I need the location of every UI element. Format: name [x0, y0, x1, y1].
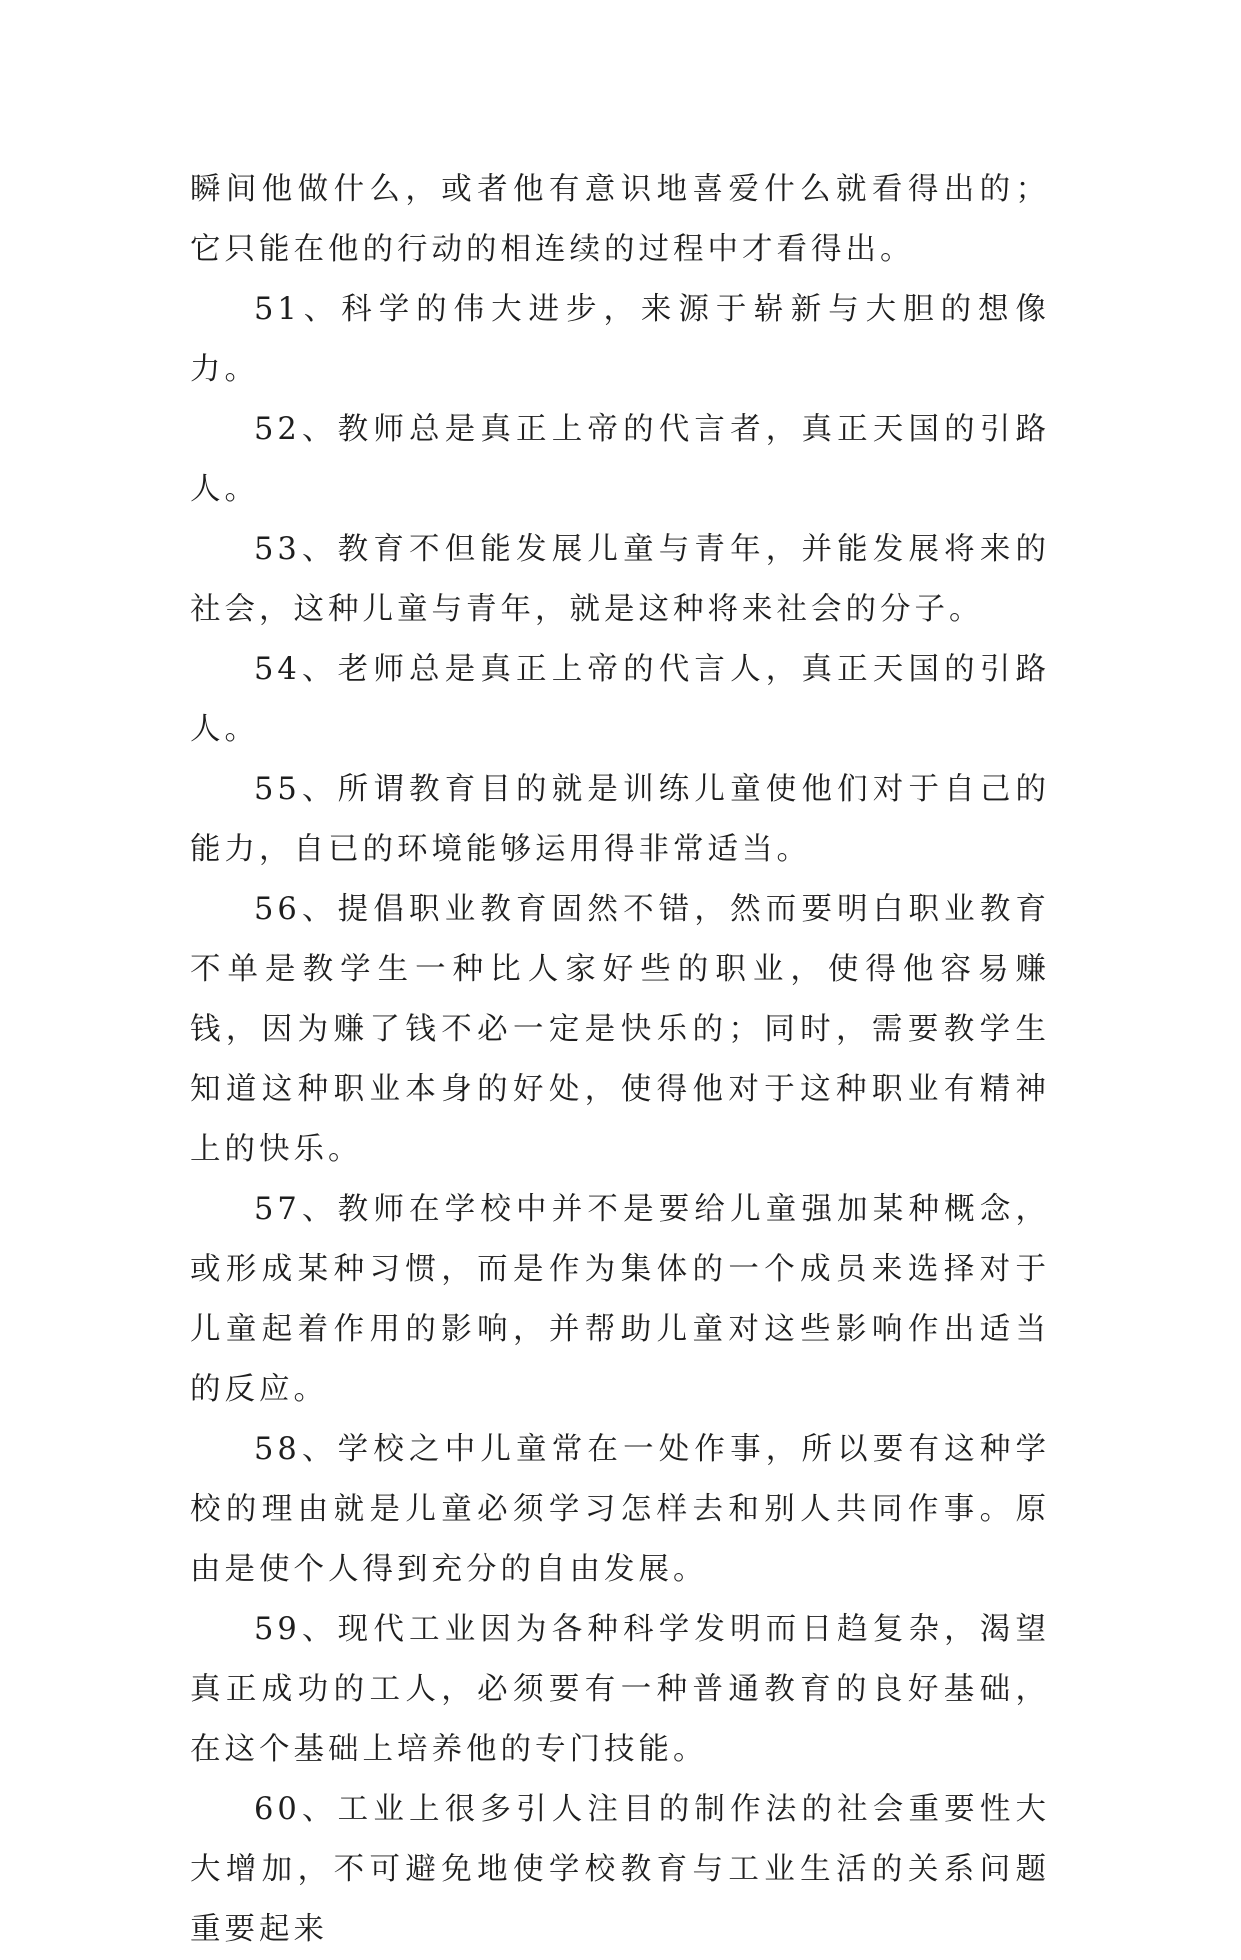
paragraph-57: 57、教师在学校中并不是要给儿童强加某种概念，或形成某种习惯，而是作为集体的一个成员来选择对于儿童起着作用的影响，并帮助儿童对这些影响作出适当的反应。 [190, 1192, 1050, 1407]
paragraph-55: 55、所谓教育目的就是训练儿童使他们对于自己的能力，自已的环境能够运用得非常适当。 [190, 772, 1050, 867]
paragraph-52: 52、教师总是真正上帝的代言者，真正天国的引路人。 [190, 412, 1050, 507]
paragraph-60: 60、工业上很多引人注目的制作法的社会重要性大大增加，不可避免地使学校教育与工业生活的关系问题重要起来 [190, 1792, 1050, 1947]
paragraph-59: 59、现代工业因为各种科学发明而日趋复杂，渴望真正成功的工人，必须要有一种普通教育的良好基础，在这个基础上培养他的专门技能。 [190, 1612, 1050, 1767]
paragraph-51: 51、科学的伟大进步，来源于崭新与大胆的想像力。 [190, 292, 1050, 387]
paragraph-58: 58、学校之中儿童常在一处作事，所以要有这种学校的理由就是儿童必须学习怎样去和别人共同作事。原由是使个人得到充分的自由发展。 [190, 1432, 1050, 1587]
paragraph-56: 56、提倡职业教育固然不错，然而要明白职业教育不单是教学生一种比人家好些的职业，使得他容易赚钱，因为赚了钱不必一定是快乐的；同时，需要教学生知道这种职业本身的好处，使得他对于这种职业有精神上的快乐。 [190, 892, 1050, 1167]
paragraph-continuation: 瞬间他做什么，或者他有意识地喜爱什么就看得出的；它只能在他的行动的相连续的过程中才看得出。 [190, 172, 1050, 267]
body-text [190, 160, 1050, 1960]
paragraph-54: 54、老师总是真正上帝的代言人，真正天国的引路人。 [190, 652, 1050, 747]
paragraph-53: 53、教育不但能发展儿童与青年，并能发展将来的社会，这种儿童与青年，就是这种将来社会的分子。 [190, 532, 1050, 627]
